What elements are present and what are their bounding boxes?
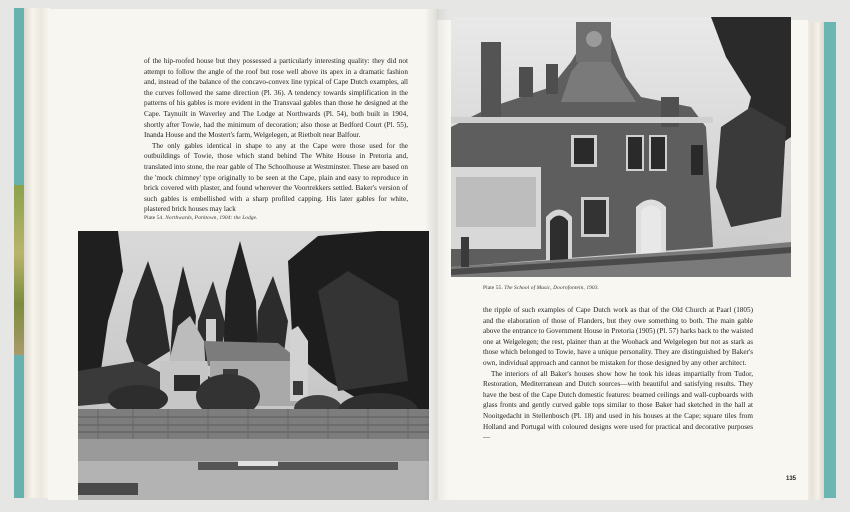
page-edges-left [24,8,50,498]
right-paragraph-2: The interiors of all Baker's houses show how he took his ideas impartially from Tudor, Restoration, Mediterranean and Dutch sources—with beautiful and satisfying results. They have the best of the Cape Dutch domestic features: beamed ceilings and wall-cupboards with glass fronts and gently curved gable tops similar to those Baker had sketched in the hall at Nooitgedacht in Stellenbosch (Pl. 18) and used in his houses at the Cape; square tiles from Holland and Portugal with coloured designs were used for practical and decorative purposes— [483,369,753,442]
right-page-text [483,305,753,443]
left-paragraph-1: of the hip-roofed house but they possessed a particularly interesting quality: they did not attempt to follow the angle of the roof but rose well above its apex in a dramatic fashion and, instead of the balance of the concavo-convex line typical of Cape Dutch examples, all the curves followed the same direction (Pl. 36). A tendency towards simplification in the patterns of his gables is more evident in the Transvaal gables than those he designed at the Cape. Taynuilt in Waverley and The Lodge at Northwards (Pl. 54), both built in 1904, shortly after Towie, had the minimum of decoration; also those at Bedford Court (Pl. 55), Inanda House and the Mostert's farm, Welgelegen, at Rietbolt near Balfour. [144,57,408,140]
book-cover-right [822,22,836,498]
plate-54-label: Plate 54. [144,215,164,221]
right-paragraph-1: the ripple of such examples of Cape Dutch work as that of the Old Church at Paarl (1805) and the elaboration of those of Flanders, but they owe something to both. The main gable above the entrance to Government House in Pretoria (1905) (Pl. 57) harks back to the waisted one at Welgelegen; the rest, plainer than at the Woohack and Welgelegen but not as stark as those which belonged to Towie, have a unique personality. They are distinguished by Baker's own, individual approach and cannot be mistaken for those designed by any other architect. [483,306,753,367]
page-edges-right [806,22,824,500]
book-gutter-shadow [425,9,449,500]
plate-55-label: Plate 55. [483,285,503,291]
plate-54-caption [144,215,258,221]
left-paragraph-2: The only gables identical in shape to any at the Cape were those used for the outbuildings of Towie, those which stand behind The White House in Pretoria and, translated into stone, the rear gable of The Schoolhouse at Westminster. These are based on the 'mock chimney' type originally to be seen at the Cape, plain and easy to reproduce in brick covered with plaster, and found wherever the Voortrekkers settled. Baker's version of such gables is embellished with a sharp profiled capping. His later gables for white, plastered brick houses may lack [144,141,408,214]
plate-55-caption [483,285,599,291]
page-number: 135 [786,476,797,482]
plate-54-photo [78,231,429,500]
plate-55-photo [451,17,791,277]
plate-55-title: The School of Music, Doornfontein, 1903. [504,285,599,291]
plate-54-title: Northwards, Parktown, 1904: the Lodge. [165,215,258,221]
left-page-text [144,56,408,215]
